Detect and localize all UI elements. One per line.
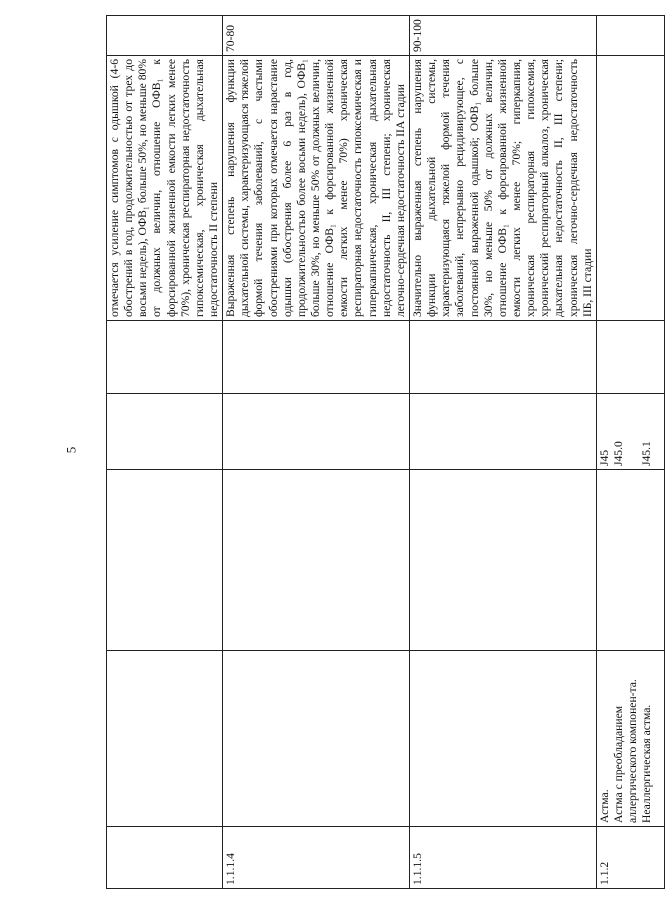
empty-cell <box>596 470 664 651</box>
row-id-cell: 1.1.1.4 <box>223 827 410 889</box>
table-row <box>107 16 223 889</box>
icd-code-cell <box>409 394 596 470</box>
icd-code-j45-1: J45.1 <box>640 441 654 466</box>
icd-code-j45: J45 <box>597 449 611 466</box>
empty-cell <box>107 470 223 651</box>
description-cell: Выраженная степень нарушения функции дыхательной системы, характеризующаяся тяжелой формой течения заболеваний, с частыми обострениями при которых отмечается нарастание одышки (обострения более 6 раз в год, продолжительностью более восьми недель), ОФВ₁ больше 30%, но меньше 50% от должных величин, отношение ОФВ₁ к форсированной жизненной емкости легких менее 70%) хроническая респираторная недостаточность гипоксемическая и гиперкапническая, хроническая дыхательная недостаточность II, III степени; хроническая легочно-сердечная недостаточность IIА стадии <box>223 56 410 321</box>
empty-cell <box>223 321 410 394</box>
rotated-table-container <box>106 16 654 889</box>
score-cell <box>107 16 223 56</box>
score-cell: 70-80 <box>223 16 410 56</box>
table-row <box>409 16 596 889</box>
diagnosis-asthma: Астма. <box>597 789 611 823</box>
empty-cell <box>107 321 223 394</box>
table-row <box>596 16 664 889</box>
diagnosis-name-cell <box>596 651 664 827</box>
icd-code-cell <box>596 394 664 470</box>
empty-cell <box>596 321 664 394</box>
diagnosis-name-cell <box>409 651 596 827</box>
icd-code-cell <box>107 394 223 470</box>
diagnosis-nonallergic-asthma: Неаллергическая астма. <box>640 704 654 823</box>
icd-code-j45-0: J45.0 <box>611 441 625 466</box>
description-cell: отмечается усиление симптомов с одышкой (4-6 обострений в год, продолжительностью от трех до восьми недель), ОФВ₁ больше 50%, но меньше 80% от должных величин, отношение ОФВ₁ к форсированной жизненной емкости легких менее 70%), хроническая респираторная недостаточность гипоксемическая, хроническая дыхательная недостаточность II степени <box>107 56 223 321</box>
page-number: 5 <box>63 446 79 454</box>
disability-criteria-table <box>106 15 665 889</box>
score-cell <box>596 16 664 56</box>
empty-cell <box>223 470 410 651</box>
empty-cell <box>409 321 596 394</box>
row-id-cell: 1.1.1.5 <box>409 827 596 889</box>
icd-code-cell <box>223 394 410 470</box>
diagnosis-allergic-asthma: Астма с преобладанием аллергического компонен-та. <box>611 679 640 823</box>
score-cell: 90-100 <box>409 16 596 56</box>
diagnosis-name-cell <box>107 651 223 827</box>
row-id-cell: 1.1.2 <box>596 827 664 889</box>
empty-cell <box>409 470 596 651</box>
row-id-cell <box>107 827 223 889</box>
description-cell <box>596 56 664 321</box>
table-row <box>223 16 410 889</box>
description-cell: Значительно выраженная степень нарушения функции дыхательной системы, характеризующаяся тяжелой формой течения заболеваний, непрерывно рецидивирующее, с постоянной выраженной одышкой; ОФВ₁ больше 30%, но меньше 50% от должных величин, отношение ОФВ₁ к форсированной жизненной емкости легких менее 70%; гиперкапния, хроническая респираторная гипоксемия, хронический респираторный алкалоз, хроническая дыхательная недостаточность II, III степени; хроническая легочно-сердечная недостаточность IIБ, III стадии <box>409 56 596 321</box>
diagnosis-name-cell <box>223 651 410 827</box>
